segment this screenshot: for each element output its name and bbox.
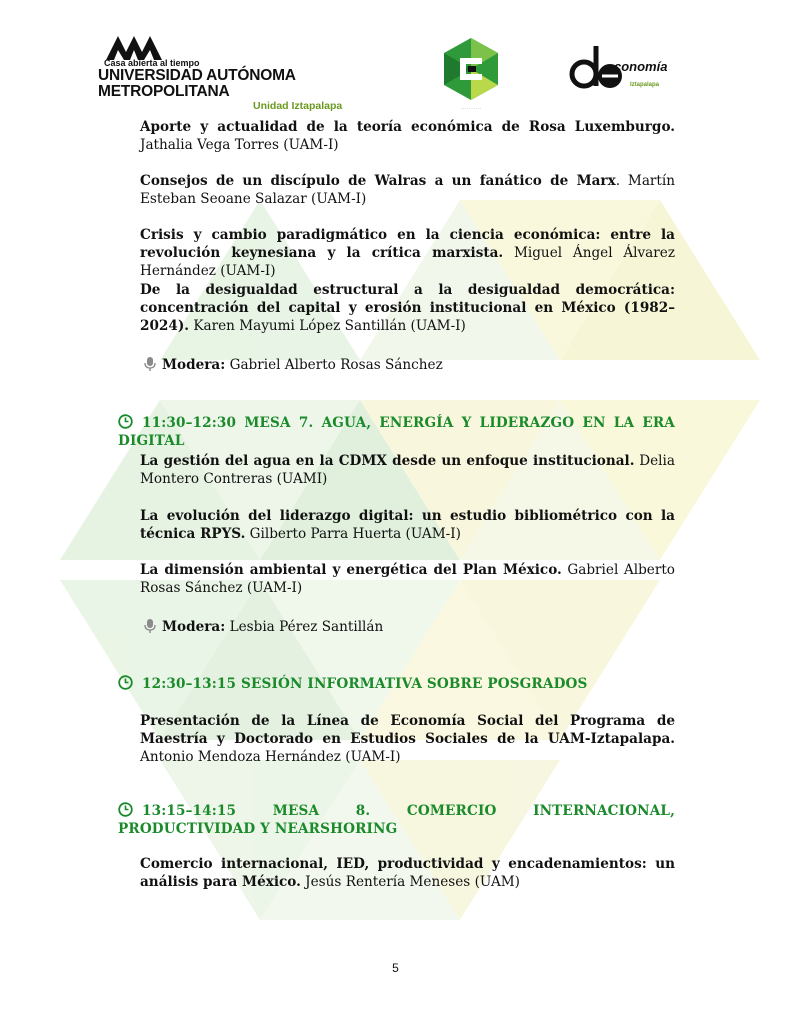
paper-title: Aporte y actualidad de la teoría económica de Rosa Luxemburgo. bbox=[140, 119, 675, 135]
paper-author: Miguel Ángel Álvarez Hernández (UAM-I) bbox=[140, 245, 675, 279]
moderator-label: Modera: bbox=[162, 357, 226, 373]
session-title: 11:30–12:30 MESA 7. AGUA, ENERGÍA Y LIDERAZGO EN LA ERA DIGITAL bbox=[118, 415, 675, 449]
paper-title: De la desigualdad estructural a la desigualdad democrática: concentración del capital y erosión institucional en México (1982–2024). bbox=[140, 282, 675, 334]
uam-unit: Unidad Iztapalapa bbox=[253, 100, 343, 112]
paper-entry bbox=[140, 855, 675, 891]
paper-title: Crisis y cambio paradigmático en la ciencia económica: entre la revolución keynesiana y la crítica marxista. bbox=[140, 227, 675, 261]
paper-title: La evolución del liderazgo digital: un estudio bibliométrico con la técnica RPYS. bbox=[140, 508, 675, 542]
clock-icon bbox=[118, 802, 133, 817]
paper-author: Jathalia Vega Torres (UAM-I) bbox=[140, 137, 339, 153]
paper-author: Jesús Rentería Meneses (UAM) bbox=[300, 874, 520, 890]
paper-title: Comercio internacional, IED, productividad y encadenamientos: un análisis para México. bbox=[140, 856, 675, 890]
paper-entry bbox=[140, 172, 675, 208]
session-heading bbox=[118, 414, 675, 450]
paper-author: Gilberto Parra Huerta (UAM-I) bbox=[245, 526, 461, 542]
paper-author: Antonio Mendoza Hernández (UAM-I) bbox=[140, 749, 401, 765]
paper-entry bbox=[140, 507, 675, 543]
clock-icon bbox=[118, 414, 133, 429]
moderator-name: Lesbia Pérez Santillán bbox=[225, 619, 384, 635]
paper-entry bbox=[140, 281, 675, 335]
paper-title: Presentación de la Línea de Economía Social del Programa de Maestría y Doctorado en Estudios Sociales de la UAM-Iztapalapa. bbox=[140, 713, 675, 747]
paper-entry bbox=[140, 118, 675, 154]
paper-author: Gabriel Alberto Rosas Sánchez (UAM-I) bbox=[140, 562, 675, 596]
session-title: 13:15–14:15 MESA 8. COMERCIO INTERNACIONAL, PRODUCTIVIDAD Y NEARSHORING bbox=[118, 803, 675, 837]
uam-name: UNIVERSIDAD AUTÓNOMA METROPOLITANA bbox=[98, 67, 296, 100]
paper-author: . Martín Esteban Seoane Salazar (UAM-I) bbox=[140, 173, 675, 207]
moderator-line bbox=[144, 356, 443, 374]
economia-word: conomía bbox=[614, 59, 668, 74]
paper-title: Consejos de un discípulo de Walras a un fanático de Marx bbox=[140, 173, 616, 189]
session-heading bbox=[118, 675, 675, 693]
moderator-name: Gabriel Alberto Rosas Sánchez bbox=[225, 357, 443, 373]
page-number: 5 bbox=[392, 961, 399, 975]
paper-entry bbox=[140, 561, 675, 597]
paper-entry bbox=[140, 712, 675, 766]
paper-title: La dimensión ambiental y energética del Plan México. bbox=[140, 562, 562, 578]
paper-title: La gestión del agua en la CDMX desde un enfoque institucional. bbox=[140, 453, 635, 469]
economia-sub: Iztapalapa bbox=[630, 82, 660, 88]
microphone-icon bbox=[144, 619, 156, 633]
paper-entry bbox=[140, 452, 675, 488]
moderator-line bbox=[144, 618, 383, 636]
microphone-icon bbox=[144, 357, 156, 371]
paper-author: Karen Mayumi López Santillán (UAM-I) bbox=[189, 318, 466, 334]
moderator-label: Modera: bbox=[162, 619, 226, 635]
center-logo-caption: · · · · · · · · · · bbox=[460, 107, 482, 111]
uam-tagline: Casa abierta al tiempo bbox=[104, 58, 200, 68]
paper-entry bbox=[140, 226, 675, 280]
paper-author: Delia Montero Contreras (UAMI) bbox=[140, 453, 675, 487]
clock-icon bbox=[118, 675, 133, 690]
session-title: 12:30–13:15 SESIÓN INFORMATIVA SOBRE POSGRADOS bbox=[142, 676, 588, 692]
session-heading bbox=[118, 802, 675, 838]
